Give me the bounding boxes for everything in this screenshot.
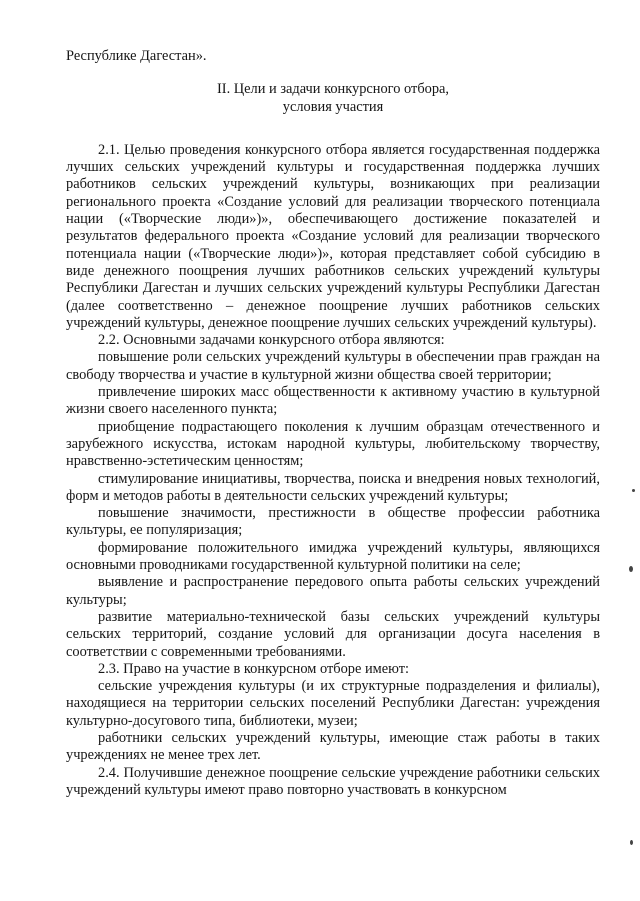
paragraph-2-4: 2.4. Получившие денежное поощрение сельские учреждение работники сельских учреждений культуры имеют право повторно участвовать в конкурсном <box>66 764 600 798</box>
list-item: формирование положительного имиджа учреждений культуры, являющихся основными проводниками государственной культурной политики на селе; <box>66 539 600 574</box>
list-item: привлечение широких масс общественности к активному участию в культурной жизни своего населенного пункта; <box>66 384 600 418</box>
section-heading-line-2: условия участия <box>282 98 384 115</box>
paragraph-2-1: 2.1. Целью проведения конкурсного отбора является государственная поддержка лучших сельских учреждений культуры и государственная поддержка лучших работников сельских учреждений культуры, возникающих при реализации регионального проекта «Создание условий для реализации творческого потенциала нации («Творческие люди»)», обеспечивающего достижение показателей и результатов федерального проекта «Создание условий для реализации творческого потенциала нации («Творческие люди»)», которая представляет собой субсидию в виде денежного поощрения лучших работников сельских учреждений культуры Республики Дагестан и лучших сельских учреждений культуры Республики Дагестан (далее соответственно – денежное поощрение лучших работников сельских учреждений культуры, денежное поощрение лучших сельских учреждений культуры). <box>66 141 600 331</box>
body-text <box>66 142 600 799</box>
scan-speck <box>632 489 635 492</box>
list-item: работники сельских учреждений культуры, имеющие стаж работы в таких учреждениях не менее трех лет. <box>66 729 600 764</box>
scan-speck <box>630 840 633 845</box>
intro-line: Республике Дагестан». <box>66 48 207 64</box>
section-heading <box>66 81 600 116</box>
list-item: выявление и распространение передового опыта работы сельских учреждений культуры; <box>66 574 600 608</box>
list-item: повышение роли сельских учреждений культуры в обеспечении прав граждан на свободу творчества и участие в культурной жизни общества своей территории; <box>66 349 600 383</box>
list-item: стимулирование инициативы, творчества, поиска и внедрения новых технологий, форм и методов работы в деятельности сельских учреждений культуры; <box>66 470 600 504</box>
list-item: развитие материально-технической базы сельских учреждений культуры сельских территорий, создание условий для организации досуга населения в соответствии с современными требованиями. <box>66 608 600 660</box>
list-item: повышение значимости, престижности в обществе профессии работника культуры, ее популяризация; <box>66 505 600 539</box>
list-item: приобщение подрастающего поколения к лучшим образцам отечественного и зарубежного искусства, истокам народной культуры, любительскому творчеству, нравственно-эстетическим ценностям; <box>66 418 600 470</box>
list-item: сельские учреждения культуры (и их структурные подразделения и филиалы), находящиеся на территории сельских поселений Республики Дагестан: учреждения культурно-досугового типа, библиотеки, музеи; <box>66 678 600 729</box>
paragraph-2-3: 2.3. Право на участие в конкурсном отборе имеют: <box>98 660 409 677</box>
scan-speck <box>629 566 633 572</box>
document-page <box>66 48 600 799</box>
paragraph-2-2: 2.2. Основными задачами конкурсного отбора являются: <box>98 332 445 349</box>
section-heading-line-1: II. Цели и задачи конкурсного отбора, <box>216 81 450 98</box>
